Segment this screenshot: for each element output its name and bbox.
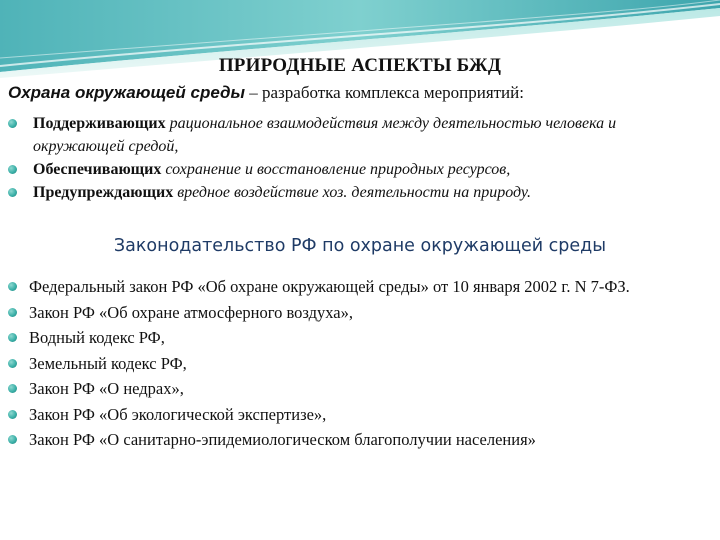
law-text: Закон РФ «Об охране атмосферного воздуха»,	[29, 302, 353, 322]
bullet-icon	[8, 384, 17, 393]
measure-text: сохранение и восстановление природных ресурсов,	[161, 161, 511, 178]
list-item	[0, 112, 720, 158]
bullet-icon	[8, 119, 17, 128]
law-text: Водный кодекс РФ,	[29, 328, 165, 347]
intro-term: Охрана окружающей среды	[8, 83, 246, 102]
list-item	[0, 351, 720, 377]
bullet-icon	[8, 333, 17, 342]
list-item	[0, 274, 720, 300]
list-item	[0, 325, 720, 351]
list-item	[0, 376, 720, 402]
law-text: Земельный кодекс РФ,	[29, 353, 187, 373]
list-item	[0, 158, 720, 181]
intro-definition-text: – разработка комплекса мероприятий:	[245, 83, 524, 102]
measure-term: Обеспечивающих	[33, 161, 162, 178]
measure-term: Поддерживающих	[33, 115, 166, 132]
measures-list	[0, 112, 720, 204]
bullet-icon	[8, 359, 17, 368]
bullet-icon	[8, 410, 17, 419]
law-text: Закон РФ «О недрах»,	[29, 379, 184, 398]
bullet-icon	[8, 282, 17, 291]
bullet-icon	[8, 165, 17, 174]
slide-title: ПРИРОДНЫЕ АСПЕКТЫ БЖД	[218, 55, 502, 76]
law-text: Федеральный закон РФ «Об охране окружающей среды» от 10 января 2002 г. N 7-ФЗ.	[29, 277, 630, 296]
bullet-icon	[8, 435, 17, 444]
list-item	[0, 427, 720, 453]
measure-text: рациональное взаимодействия между деятельностью человека и окружающей средой,	[33, 115, 617, 155]
measure-term: Предупреждающих	[33, 184, 174, 201]
bullet-icon	[8, 188, 17, 197]
intro-definition	[8, 83, 714, 103]
list-item	[0, 181, 720, 204]
laws-list	[0, 274, 720, 453]
law-text: Закон РФ «О санитарно-эпидемиологическом благополучии населения»	[29, 430, 536, 449]
law-text: Закон РФ «Об экологической экспертизе»,	[29, 404, 327, 424]
bullet-icon	[8, 308, 17, 317]
list-item	[0, 300, 720, 326]
measure-text: вредное воздействие хоз. деятельности на природу.	[173, 184, 532, 201]
list-item	[0, 402, 720, 428]
legislation-heading: Законодательство РФ по охране окружающей среды	[113, 236, 607, 256]
